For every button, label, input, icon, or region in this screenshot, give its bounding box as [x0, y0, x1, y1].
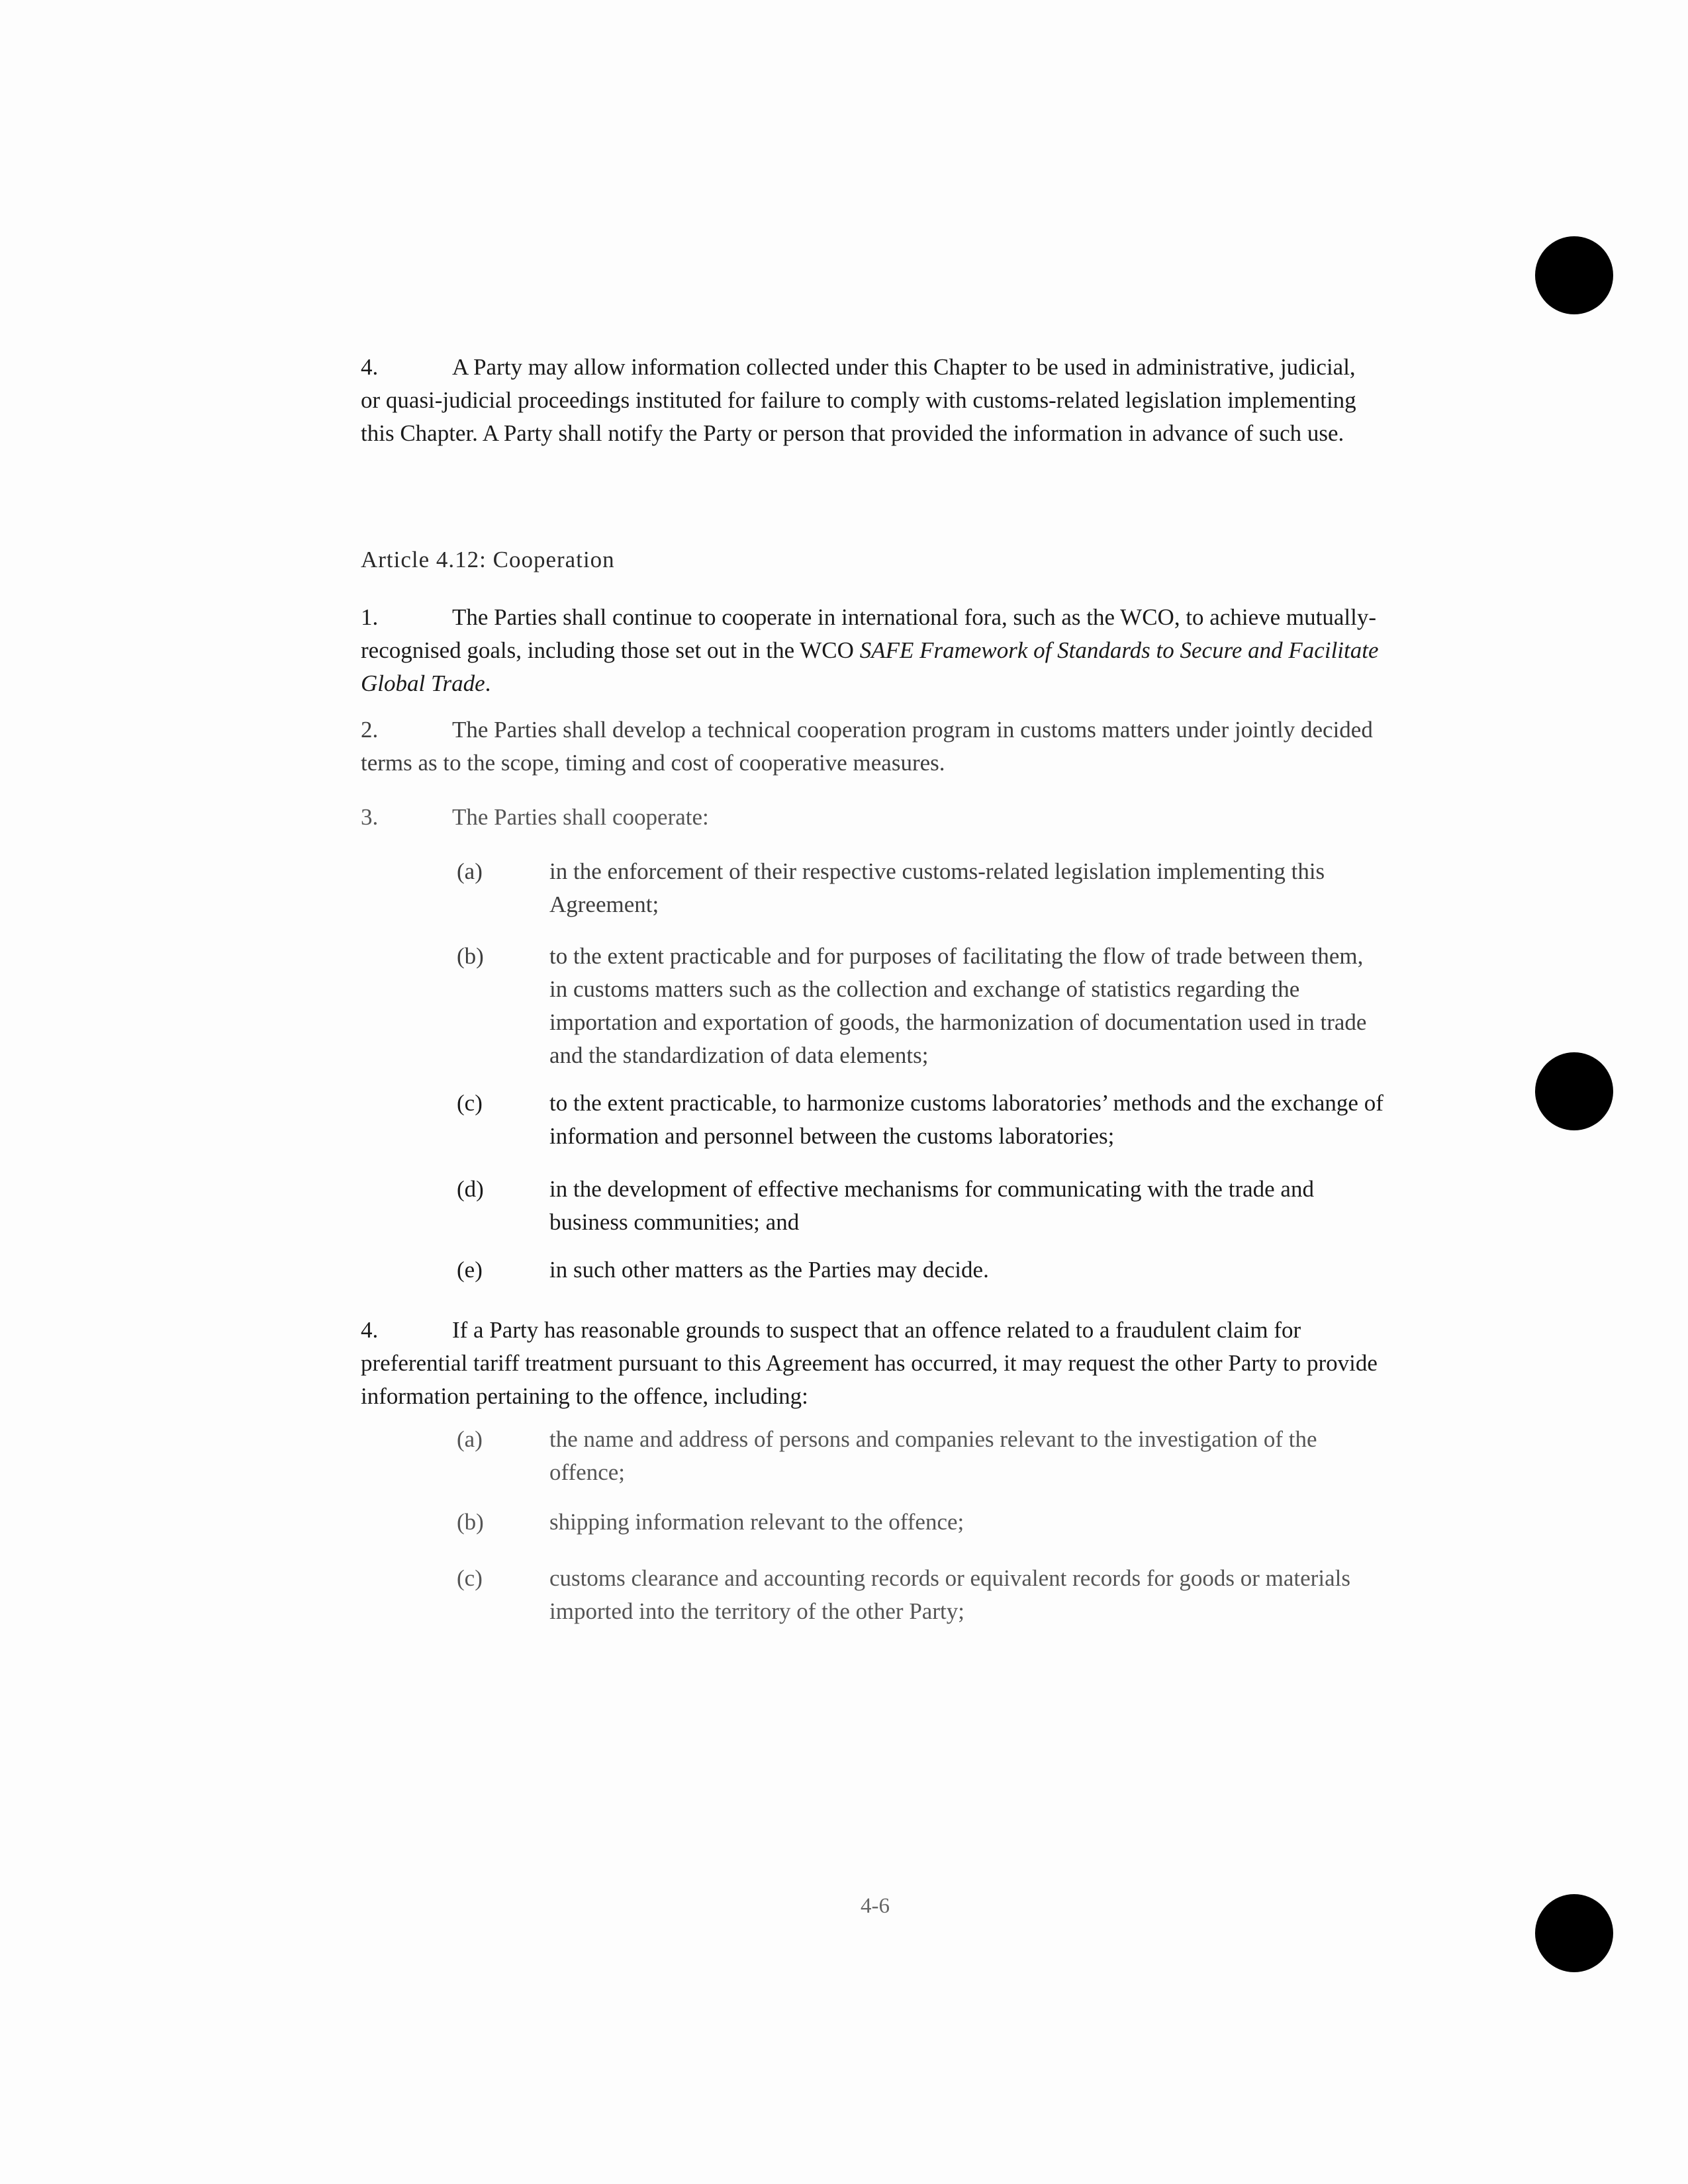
paragraph-number: 3. — [361, 804, 379, 830]
list-item-mark: (c) — [457, 1090, 483, 1116]
list-item-mark: (a) — [457, 1426, 483, 1452]
list-item — [457, 1173, 1383, 1239]
paragraph-text: A Party may allow information collected under this Chapter to be used in administrative, judicial, or quasi-judicial proceedings instituted for failure to comply with customs-related legislation implementing this Chapter. A Party shall notify the Party or person that provided the information in advance of such use. — [361, 354, 1356, 446]
list-item-text: to the extent practicable, to harmonize customs laboratories’ methods and the exchange of information and personnel between the customs laboratories; — [549, 1090, 1383, 1149]
list-item-mark: (d) — [457, 1176, 484, 1202]
page-number: 4-6 — [861, 1894, 890, 1918]
list-item — [457, 1562, 1383, 1628]
punch-hole-top — [1535, 236, 1613, 314]
paragraph-3-cooperate — [361, 801, 1380, 834]
punch-hole-middle — [1535, 1052, 1613, 1130]
article-heading: Article 4.12: Cooperation — [361, 547, 615, 572]
list-item-text: customs clearance and accounting records or equivalent records for goods or materials imported into the territory of the other Party; — [549, 1565, 1350, 1624]
paragraph-text: The Parties shall develop a technical cooperation program in customs matters under jointly decided terms as to the scope, timing and cost of cooperative measures. — [361, 717, 1373, 776]
paragraph-1-international-fora — [361, 601, 1380, 700]
list-item — [457, 940, 1383, 1072]
list-item-mark: (b) — [457, 943, 484, 969]
list-item — [457, 1423, 1383, 1489]
paragraph-number: 4. — [361, 354, 379, 380]
list-item-text: in such other matters as the Parties may decide. — [549, 1257, 989, 1283]
list-item — [457, 1506, 1383, 1539]
list-item-mark: (e) — [457, 1257, 483, 1283]
list-item — [457, 855, 1383, 921]
paragraph-number: 4. — [361, 1317, 379, 1343]
paragraph-4-fraudulent-claim — [361, 1314, 1380, 1413]
paragraph-2-technical-cooperation — [361, 713, 1380, 780]
paragraph-4-information-use — [361, 351, 1380, 450]
paragraph-text: If a Party has reasonable grounds to suspect that an offence related to a fraudulent claim for preferential tariff treatment pursuant to this Agreement has occurred, it may request the other Party to provide information pertaining to the offence, including: — [361, 1317, 1378, 1409]
paragraph-text: The Parties shall cooperate: — [452, 804, 709, 830]
paragraph-number: 2. — [361, 717, 379, 743]
list-item-mark: (c) — [457, 1565, 483, 1591]
list-item — [457, 1087, 1383, 1153]
list-item-mark: (b) — [457, 1509, 484, 1535]
list-item-text: the name and address of persons and companies relevant to the investigation of the offence; — [549, 1426, 1317, 1485]
list-item — [457, 1253, 1383, 1287]
paragraph-text: The Parties shall continue to cooperate in international fora, such as the WCO, to achieve mutually-recognised goals, including those set out in the WCO — [361, 604, 1377, 663]
list-item-text: in the enforcement of their respective customs-related legislation implementing this Agreement; — [549, 858, 1325, 917]
paragraph-italic-title: SAFE Framework of Standards to Secure and Facilitate Global Trade — [361, 637, 1379, 696]
list-item-text: in the development of effective mechanisms for communicating with the trade and business communities; and — [549, 1176, 1314, 1235]
list-item-mark: (a) — [457, 858, 483, 884]
punch-hole-bottom — [1535, 1894, 1613, 1972]
list-item-text: to the extent practicable and for purposes of facilitating the flow of trade between them, in customs matters such as the collection and exchange of statistics regarding the importation and exportation of goods, the harmonization of documentation used in trade and the standardization of data elements; — [549, 943, 1367, 1068]
paragraph-number: 1. — [361, 604, 379, 630]
list-item-text: shipping information relevant to the offence; — [549, 1509, 964, 1535]
paragraph-text-end: . — [485, 670, 491, 696]
